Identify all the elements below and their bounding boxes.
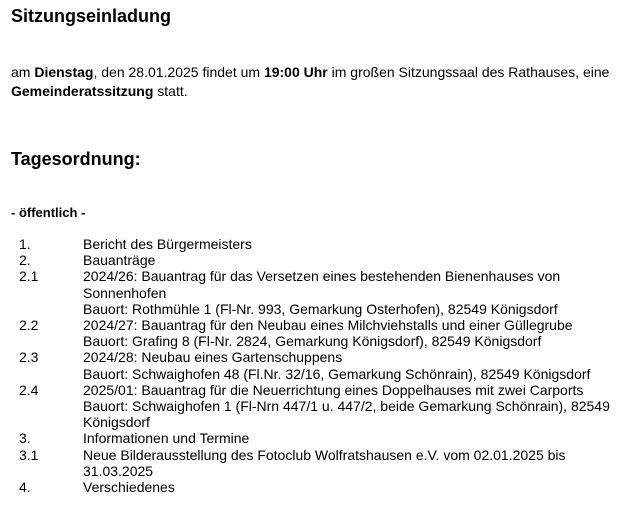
intro-text-3: im großen Sitzungssaal des Rathauses, eine <box>327 64 610 80</box>
intro-text-2: , den 28.01.2025 findet um <box>93 64 264 80</box>
agenda-item-number: 2.3 <box>19 349 39 366</box>
meeting-time: 19:00 Uhr <box>263 64 328 80</box>
agenda-item-number: 3.1 <box>19 446 39 463</box>
agenda-item <box>0 447 643 479</box>
agenda-item-number: 4. <box>19 479 31 496</box>
agenda-item-text <box>83 317 638 349</box>
intro-text-4: statt. <box>153 83 188 99</box>
agenda-item-line: Sonnenhofen <box>83 284 167 301</box>
agenda-item-number: 3. <box>19 430 31 447</box>
agenda-item-number: 2. <box>19 252 31 269</box>
agenda-item-text <box>83 268 638 317</box>
agenda-item-line: Bauort: Grafing 8 (Fl-Nr. 2824, Gemarkung Königsdorf), 82549 Königsdorf <box>83 333 542 350</box>
agenda-item <box>0 382 643 431</box>
agenda-item-line: Bauort: Rothmühle 1 (Fl-Nr. 993, Gemarkung Osterhofen), 82549 Königsdorf <box>83 300 558 317</box>
meeting-type: Gemeinderatssitzung <box>11 83 154 99</box>
agenda-item <box>0 430 643 446</box>
agenda-item <box>0 252 643 268</box>
agenda-list <box>0 236 643 495</box>
agenda-item <box>0 479 643 495</box>
agenda-item-text <box>83 236 638 252</box>
agenda-item <box>0 236 643 252</box>
agenda-item-line: Königsdorf <box>83 414 150 431</box>
agenda-item-line: 2025/01: Bauantrag für die Neuerrichtung eines Doppelhauses mit zwei Carports <box>83 381 584 398</box>
agenda-item <box>0 317 643 349</box>
agenda-item-text <box>83 252 638 268</box>
agenda-item-line: Bauort: Schwaighofen 1 (Fl-Nrn 447/1 u. 447/2, beide Gemarkung Schönrain), 82549 <box>83 398 610 415</box>
agenda-item-number: 2.1 <box>19 268 39 285</box>
agenda-item-line: Bauort: Schwaighofen 48 (Fl.Nr. 32/16, Gemarkung Schönrain), 82549 Königsdorf <box>83 365 591 382</box>
agenda-item-text <box>83 479 638 495</box>
agenda-item-number: 2.4 <box>19 381 39 398</box>
agenda-item-text <box>83 430 638 446</box>
document-title: Sitzungseinladung <box>11 6 171 26</box>
agenda-item-line: Bericht des Bürgermeisters <box>83 236 252 252</box>
agenda-item-line: 31.03.2025 <box>83 462 154 479</box>
agenda-item-line: 2024/26: Bauantrag für das Versetzen eines bestehenden Bienenhauses von <box>83 268 561 285</box>
agenda-item-line: Neue Bilderausstellung des Fotoclub Wolfratshausen e.V. vom 02.01.2025 bis <box>83 446 566 463</box>
agenda-item <box>0 268 643 317</box>
agenda-item-text <box>83 447 638 479</box>
public-section-label: - öffentlich - <box>11 205 86 220</box>
agenda-item <box>0 349 643 381</box>
meeting-day: Dienstag <box>34 64 94 80</box>
agenda-item-text <box>83 382 638 431</box>
agenda-item-number: 2.2 <box>19 317 39 334</box>
agenda-item-number: 1. <box>19 236 31 252</box>
invitation-text <box>11 63 641 101</box>
agenda-item-line: 2024/27: Bauantrag für den Neubau eines Milchviehstalls und einer Güllegrube <box>83 317 573 334</box>
intro-text-1: am <box>11 64 35 80</box>
agenda-heading: Tagesordnung: <box>11 149 141 169</box>
agenda-item-line: 2024/28: Neubau eines Gartenschuppens <box>83 349 343 366</box>
agenda-item-line: Informationen und Termine <box>83 430 250 447</box>
agenda-item-line: Verschiedenes <box>83 479 175 496</box>
agenda-item-text <box>83 349 638 381</box>
agenda-item-line: Bauanträge <box>83 252 156 269</box>
